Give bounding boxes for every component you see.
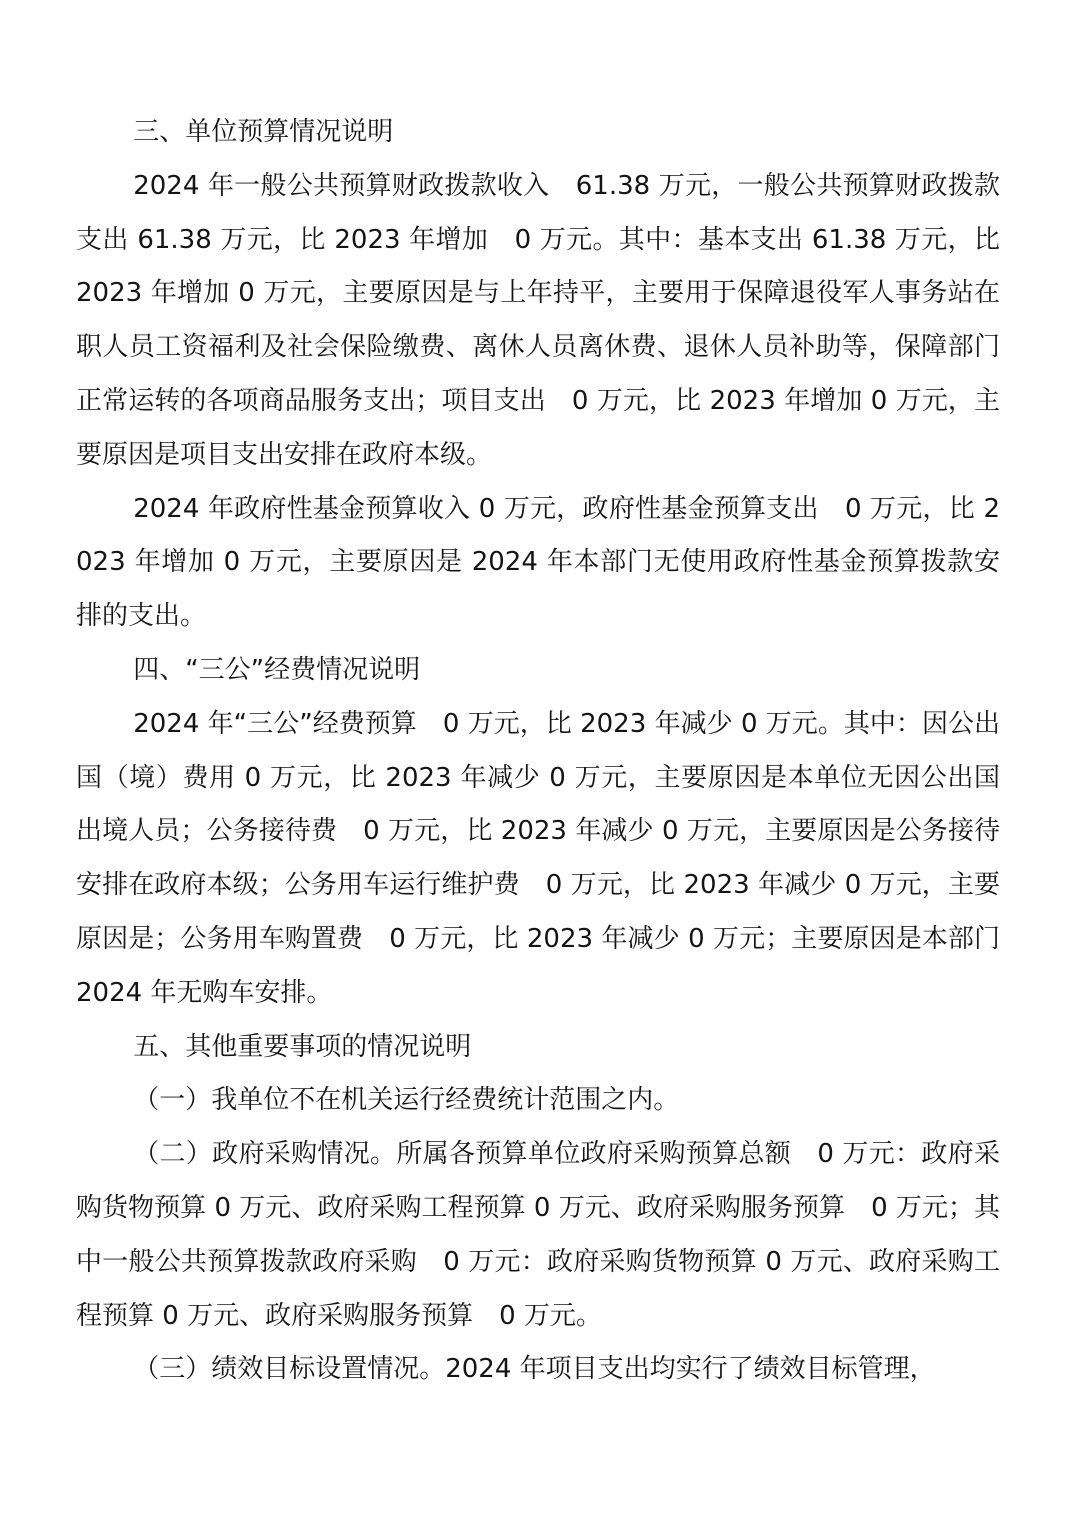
paragraph-item-3: （三）绩效目标设置情况。2024 年项目支出均实行了绩效目标管理，	[133, 1354, 936, 1385]
paragraph-general-budget: 2024 年一般公共预算财政拨款收入 61.38 万元，一般公共预算财政拨款支出 61.38 万元，比 2023 年增加 0 万元。其中：基本支出 61.38 万元，比 2023 年增加 0 万元，主要原因是与上年持平，主要用于保障退役军人事务站在职人员工资福利及社会保险缴费、离休人员离休费、退休人员补助等，保障部门正常运转的各项商品服务支出；项目支出 0 万元，比 2023 年增加 0 万元，主要原因是项目支出安排在政府本级。	[76, 170, 1000, 470]
paragraph-item-1: （一）我单位不在机关运行经费统计范围之内。	[133, 1085, 680, 1116]
paragraph-three-public: 2024 年“三公”经费预算 0 万元，比 2023 年减少 0 万元。其中：因公出国（境）费用 0 万元，比 2023 年减少 0 万元，主要原因是本单位无因公出国出境人员；公务接待费 0 万元，比 2023 年减少 0 万元，主要原因是公务接待安排在政府本级；公务用车运行维护费 0 万元，比 2023 年减少 0 万元，主要原因是；公务用车购置费 0 万元，比 2023 年减少 0 万元；主要原因是本部门 2024 年无购车安排。	[76, 708, 1000, 1008]
section-heading-other-matters: 五、其他重要事项的情况说明	[133, 1031, 472, 1062]
document-body	[76, 106, 1000, 1397]
paragraph-item-2: （二）政府采购情况。所属各预算单位政府采购预算总额 0 万元：政府采购货物预算 0 万元、政府采购工程预算 0 万元、政府采购服务预算 0 万元；其中一般公共预算拨款政府采购 0 万元：政府采购货物预算 0 万元、政府采购工程预算 0 万元、政府采购服务预算 0 万元。	[76, 1139, 1000, 1331]
paragraph-fund-budget: 2024 年政府性基金预算收入 0 万元，政府性基金预算支出 0 万元，比 2023 年增加 0 万元，主要原因是 2024 年本部门无使用政府性基金预算拨款安排的支出。	[76, 493, 1000, 632]
section-heading-three-public: 四、“三公”经费情况说明	[133, 654, 421, 685]
section-heading-unit-budget: 三、单位预算情况说明	[133, 117, 394, 147]
